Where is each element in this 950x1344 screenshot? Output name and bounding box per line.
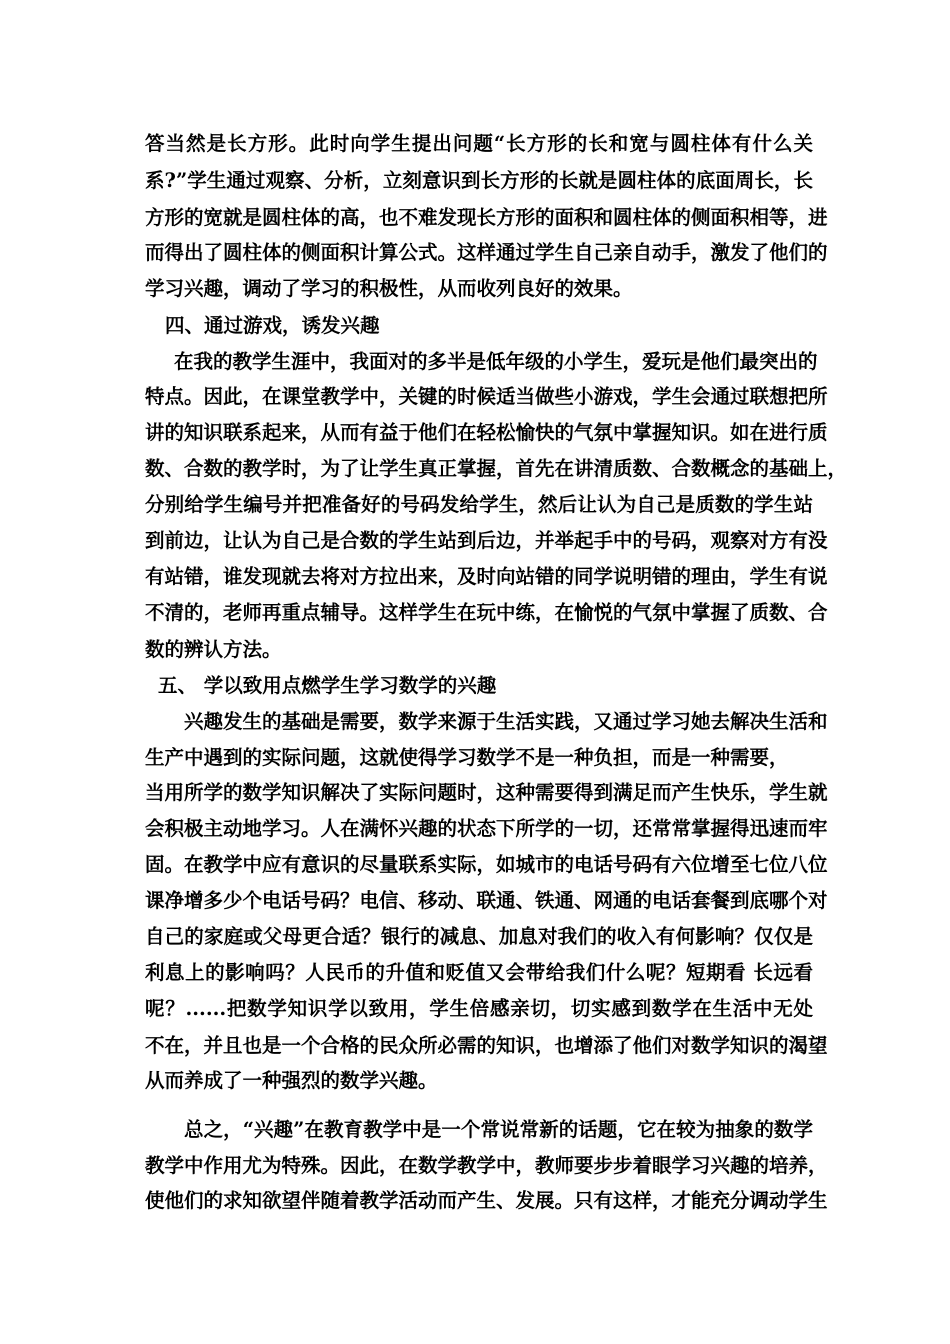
- paragraph-line: 答当然是长方形。此时向学生提出问题“长方形的长和宽与圆柱体有什么关: [145, 132, 813, 155]
- paragraph-line: 总之，“兴趣”在教育教学中是一个常说常新的话题，它在较为抽象的数学: [184, 1118, 813, 1141]
- paragraph-line: 当用所学的数学知识解决了实际问题时，这种需要得到满足而产生快乐，学生就: [145, 781, 828, 804]
- paragraph-line: 不清的，老师再重点辅导。这样学生在玩中练，在愉悦的气氛中掌握了质数、合: [145, 601, 828, 624]
- paragraph-line: 系?”学生通过观察、分析，立刻意识到长方形的长就是圆柱体的底面周长，长: [145, 169, 813, 192]
- paragraph-line: 兴趣发生的基础是需要，数学来源于生活实践，又通过学习她去解决生活和: [184, 710, 828, 733]
- paragraph-line: 呢？......把数学知识学以致用，学生倍感亲切，切实感到数学在生活中无处: [145, 997, 813, 1020]
- paragraph-line: 到前边，让认为自己是合数的学生站到后边，并举起手中的号码，观察对方有没: [145, 529, 828, 552]
- paragraph-line: 不在，并且也是一个合格的民众所必需的知识，也增添了他们对数学知识的渴望: [145, 1034, 828, 1057]
- paragraph-line: 讲的知识联系起来，从而有益于他们在轻松愉快的气氛中掌握知识。如在进行质: [145, 421, 828, 444]
- paragraph-line: 特点。因此，在课堂教学中，关键的时候适当做些小游戏，学生会通过联想把所: [145, 385, 828, 408]
- paragraph-line: 课净增多少个电话号码？电信、移动、联通、铁通、网通的电话套餐到底哪个对: [145, 889, 828, 912]
- paragraph-line: 数、合数的教学时，为了让学生真正掌握，首先在讲清质数、合数概念的基础上，: [145, 457, 848, 480]
- paragraph-line: 利息上的影响吗？人民币的升值和贬值又会带给我们什么呢？短期看 长远看: [145, 961, 813, 984]
- paragraph-line: 生产中遇到的实际问题，这就使得学习数学不是一种负担，而是一种需要，: [145, 746, 789, 769]
- section-heading: 五、 学以致用点燃学生学习数学的兴趣: [158, 674, 497, 697]
- paragraph-line: 在我的教学生涯中，我面对的多半是低年级的小学生，爱玩是他们最突出的: [174, 350, 818, 373]
- paragraph-line: 使他们的求知欲望伴随着教学活动而产生、发展。只有这样，才能充分调动学生: [145, 1189, 828, 1212]
- paragraph-line: 固。在教学中应有意识的尽量联系实际，如城市的电话号码有六位增至七位八位: [145, 853, 828, 876]
- paragraph-line: 会积极主动地学习。人在满怀兴趣的状态下所学的一切，还常常掌握得迅速而牢: [145, 817, 828, 840]
- paragraph-line: 从而养成了一种强烈的数学兴趣。: [145, 1069, 438, 1092]
- section-heading: 四、通过游戏，诱发兴趣: [165, 314, 380, 337]
- paragraph-line: 分别给学生编号并把准备好的号码发给学生，然后让认为自己是质数的学生站: [145, 493, 813, 516]
- paragraph-line: 学习兴趣，调动了学习的积极性，从而收列良好的效果。: [145, 277, 633, 300]
- paragraph-line: 而得出了圆柱体的侧面积计算公式。这样通过学生自己亲自动手，激发了他们的: [145, 241, 828, 264]
- paragraph-line: 数的辨认方法。: [145, 638, 282, 661]
- paragraph-line: 有站错，谁发现就去将对方拉出来，及时向站错的同学说明错的理由，学生有说: [145, 565, 828, 588]
- paragraph-line: 方形的宽就是圆柱体的高，也不难发现长方形的面积和圆柱体的侧面积相等，进: [145, 206, 828, 229]
- paragraph-line: 自己的家庭或父母更合适？银行的减息、加息对我们的收入有何影响？仅仅是: [145, 925, 813, 948]
- paragraph-line: 教学中作用尤为特殊。因此，在数学教学中，教师要步步着眼学习兴趣的培养，: [145, 1154, 828, 1177]
